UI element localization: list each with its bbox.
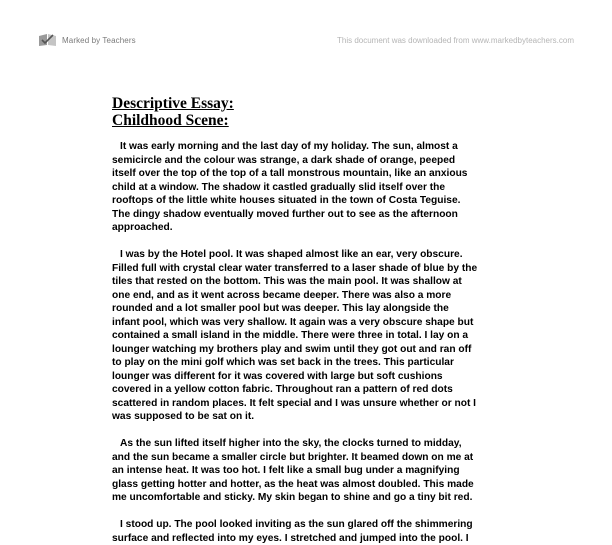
paragraph-line: As the sun lifted itself higher into the sky, the clocks turned to midday, [112,437,510,451]
essay-title-line-1: Descriptive Essay: [112,95,510,112]
paragraph-line: rounded and a lot smaller pool but was deeper. This lay alongside the [112,302,510,316]
paragraph-line: It was early morning and the last day of my holiday. The sun, almost a [112,140,510,154]
paragraph-line: scattered in random places. It felt special and I was unsure whether or not I [112,397,510,411]
essay-title-line-2: Childhood Scene: [112,112,510,129]
paragraph-line: covered in a yellow cotton fabric. Throughout ran a pattern of red dots [112,383,510,397]
paragraph-line: was supposed to be sat on it. [112,410,510,424]
paragraph-line: I was by the Hotel pool. It was shaped almost like an ear, very obscure. [112,248,510,262]
essay-paragraph [112,518,510,545]
essay-paragraph [112,437,510,505]
paragraph-line: glass getting hotter and hotter, as the heat was almost doubled. This made [112,478,510,492]
logo-text: Marked by Teachers [62,36,136,45]
logo-icon [38,33,58,47]
paragraph-line: tiles that rested on the bottom. This was the main pool. It was shallow at [112,275,510,289]
paragraph-line: an intense heat. It was too hot. I felt like a small bug under a magnifying [112,464,510,478]
paragraph-line: lounger watching my brothers play and swim until they got out and ran off [112,343,510,357]
paragraph-line: one end, and as it went across became deeper. There was also a more [112,289,510,303]
paragraph-line: surface and reflected into my eyes. I stretched and jumped into the pool. I [112,532,510,545]
essay-paragraph [112,140,510,235]
essay-paragraphs [112,140,510,545]
paragraph-line: and the sun became a smaller circle but brighter. It beamed down on me at [112,451,510,465]
paragraph-line: itself over the top of the top of a tall monstrous mountain, like an anxious [112,167,510,181]
paragraph-line: Filled full with crystal clear water transferred to a laser shade of blue by the [112,262,510,276]
paragraph-line: child at a window. The shadow it castled gradually slid itself over the [112,181,510,195]
paragraph-line: lounger was different for it was covered with large but soft cushions [112,370,510,384]
paragraph-line: The dingy shadow eventually moved further out to see as the afternoon [112,208,510,222]
paragraph-line: to play on the mini golf which was set back in the trees. This particular [112,356,510,370]
essay-body [112,95,510,545]
essay-paragraph [112,248,510,424]
marked-by-teachers-logo[interactable] [38,33,136,47]
paragraph-line: I stood up. The pool looked inviting as the sun glared off the shimmering [112,518,510,532]
paragraph-line: semicircle and the colour was strange, a dark shade of orange, peeped [112,154,510,168]
download-source-note: This document was downloaded from www.markedbyteachers.com [337,36,574,45]
paragraph-line: infant pool, which was very shallow. It again was a very obscure shape but [112,316,510,330]
paragraph-line: me uncomfortable and sticky. My skin began to shine and go a tiny bit red. [112,491,510,505]
paragraph-line: rooftops of the little white houses situated in the town of Costa Teguise. [112,194,510,208]
paragraph-line: approached. [112,221,510,235]
document-header [0,0,612,60]
paragraph-line: contained a small island in the middle. There were three in total. I lay on a [112,329,510,343]
